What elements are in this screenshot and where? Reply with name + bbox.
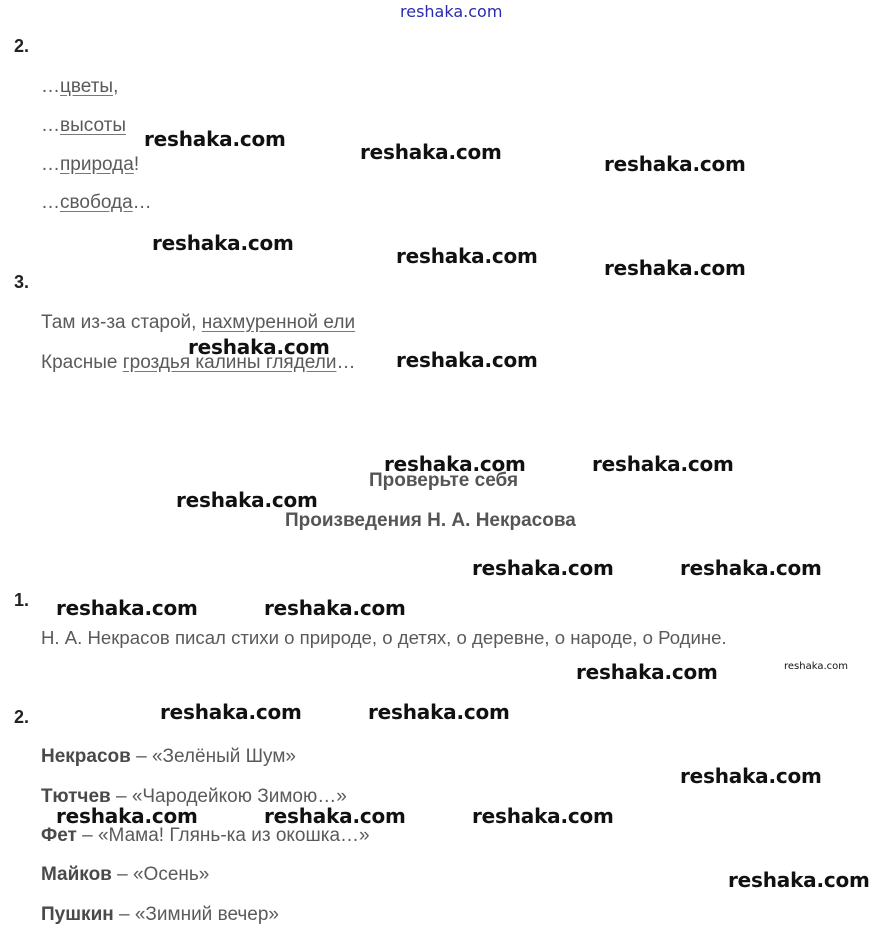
underlined-phrase: нахмуренной ели [201, 312, 356, 333]
section-heading: Проверьте себя [369, 470, 519, 491]
watermark-small: reshaka.com [784, 661, 848, 672]
author-work-pair [41, 746, 296, 768]
exercise-number: 2. [14, 707, 30, 727]
work-title: – «Осень» [111, 864, 210, 885]
author-name: Фет [41, 825, 77, 846]
work-title: – «Зимний вечер» [113, 904, 279, 925]
watermark: reshaka.com [160, 700, 302, 724]
punctuation: ! [133, 154, 140, 175]
work-title: – «Зелёный Шум» [130, 746, 296, 767]
punctuation: … [132, 192, 152, 213]
word-line [41, 154, 139, 176]
exercise-number: 2. [14, 36, 30, 56]
watermark: reshaka.com [56, 596, 198, 620]
watermark: reshaka.com [368, 700, 510, 724]
author-work-pair [41, 904, 279, 926]
punctuation: … [336, 352, 356, 373]
watermark: reshaka.com [576, 660, 718, 684]
underlined-word: природа [60, 154, 134, 175]
plain-text: Красные [41, 352, 123, 373]
work-title: – «Мама! Глянь-ка из окошка…» [76, 825, 370, 846]
watermark: reshaka.com [152, 231, 294, 255]
watermark: reshaka.com [264, 596, 406, 620]
author-name: Тютчев [41, 786, 111, 807]
underlined-word: цветы [60, 76, 114, 97]
watermark: reshaka.com [360, 140, 502, 164]
answer-text: Н. А. Некрасов писал стихи о природе, о детях, о деревне, о народе, о Родине. [41, 627, 727, 648]
section-subheading: Произведения Н. А. Некрасова [285, 510, 576, 531]
underlined-phrase: гроздья калины глядели [122, 352, 337, 373]
plain-text: Там из-за старой, [41, 312, 202, 333]
author-name: Пушкин [41, 904, 114, 925]
author-work-pair [41, 864, 209, 886]
ellipsis: … [41, 76, 60, 97]
ellipsis: … [41, 154, 60, 175]
exercise-number: 3. [14, 272, 30, 292]
watermark: reshaka.com [396, 244, 538, 268]
ellipsis: … [41, 115, 60, 136]
ellipsis: … [41, 192, 60, 213]
exercise-number: 1. [14, 590, 30, 610]
watermark: reshaka.com [728, 868, 870, 892]
watermark: reshaka.com [604, 152, 746, 176]
word-line [41, 192, 152, 214]
watermark: reshaka.com [472, 804, 614, 828]
watermark: reshaka.com [144, 127, 286, 151]
underlined-word: высоты [60, 115, 126, 136]
watermark: reshaka.com [472, 556, 614, 580]
work-title: – «Чародейкою Зимою…» [110, 786, 347, 807]
watermark: reshaka.com [384, 452, 526, 476]
watermark: reshaka.com [188, 335, 330, 359]
watermark: reshaka.com [680, 764, 822, 788]
author-work-pair [41, 825, 370, 847]
watermark: reshaka.com [56, 804, 198, 828]
watermark: reshaka.com [176, 488, 318, 512]
author-name: Майков [41, 864, 112, 885]
watermark: reshaka.com [680, 556, 822, 580]
poem-line [41, 312, 355, 334]
watermark: reshaka.com [396, 348, 538, 372]
author-name: Некрасов [41, 746, 131, 767]
watermark: reshaka.com [592, 452, 734, 476]
header-watermark: reshaka.com [400, 2, 503, 21]
word-line [41, 76, 118, 98]
underlined-word: свобода [60, 192, 133, 213]
watermark: reshaka.com [604, 256, 746, 280]
punctuation: , [113, 76, 119, 97]
word-line [41, 115, 126, 137]
watermark: reshaka.com [264, 804, 406, 828]
